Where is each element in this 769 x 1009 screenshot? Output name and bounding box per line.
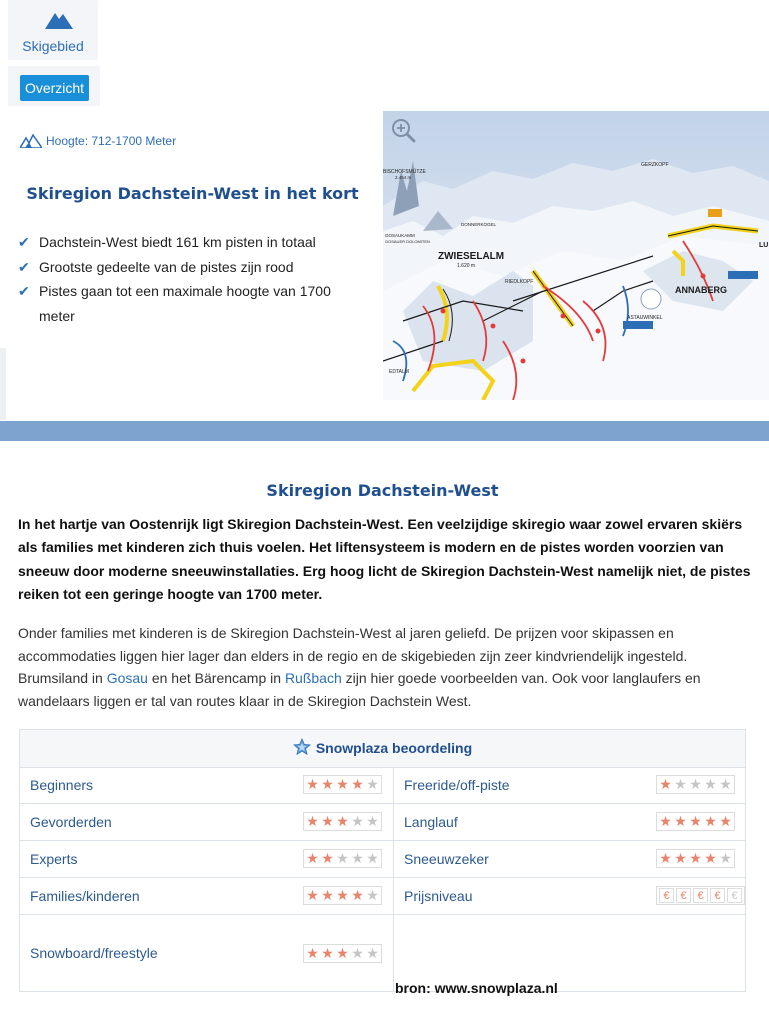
map-label-donnerkogel: DONNERKOGEL — [461, 222, 497, 227]
star-filled-icon: ★ — [704, 850, 717, 866]
rating-category-label[interactable]: Prijsniveau — [404, 888, 473, 904]
star-empty-icon: ★ — [366, 944, 379, 961]
check-icon: ✔ — [18, 258, 30, 275]
map-label-bischofsmuetze: BISCHOFSMÜTZE — [383, 169, 426, 175]
star-rating — [303, 812, 382, 831]
rating-table — [19, 729, 746, 992]
star-empty-icon: ★ — [674, 776, 687, 792]
piste-map[interactable] — [383, 111, 769, 400]
star-filled-icon: ★ — [336, 813, 349, 829]
euro-icon: € — [710, 888, 725, 903]
star-empty-icon: ★ — [689, 776, 702, 792]
rating-category-label[interactable]: Freeride/off-piste — [404, 777, 510, 793]
map-label-zwieselalm-alt: 1.620 m — [457, 263, 476, 269]
piste-map-graphic — [383, 111, 769, 400]
check-icon: ✔ — [18, 283, 30, 299]
bullet-text: Grootste gedeelte van de pistes zijn rood — [39, 258, 294, 275]
map-label-gosaukamm: GOSAUKAMM — [385, 233, 415, 238]
star-rating — [656, 775, 735, 794]
star-empty-icon: ★ — [351, 850, 364, 866]
intro-text-part: zijn hier goede voorbeelden van. Ook voor langlaufers en wandelaars liggen er tal van routes klaar in de Skiregion Dachstein West. — [18, 670, 701, 709]
star-filled-icon: ★ — [306, 887, 319, 903]
star-filled-icon: ★ — [689, 850, 702, 866]
tab-skigebied-label: Skigebied — [22, 38, 84, 54]
rating-category-label[interactable]: Snowboard/freestyle — [30, 945, 158, 961]
star-filled-icon: ★ — [306, 813, 319, 829]
star-empty-icon: ★ — [704, 776, 717, 792]
star-filled-icon: ★ — [306, 944, 319, 961]
rating-row — [20, 878, 394, 915]
star-filled-icon: ★ — [321, 850, 334, 866]
intro-text-part: Onder families met kinderen is de Skiregion Dachstein-West al jaren geliefd. De prijzen voor skipassen en accommodaties liggen hier lager dan elders in de regio en de skigebieden zijn zeer kindvriendelijk ingesteld. Brumsiland in — [18, 625, 688, 686]
star-badge-icon — [293, 738, 311, 756]
summary-title: Skiregion Dachstein-West in het kort — [26, 184, 359, 203]
overzicht-button[interactable]: Overzicht — [20, 75, 89, 101]
bullet-text: Pistes gaan tot een maximale hoogte van 1700 meter — [39, 283, 331, 324]
mountain-range-icon — [20, 134, 42, 148]
star-filled-icon: ★ — [659, 850, 672, 866]
rating-header-title: Snowplaza beoordeling — [315, 740, 473, 756]
map-label-lu: LU — [759, 242, 769, 249]
rating-row — [20, 804, 394, 841]
star-filled-icon: ★ — [321, 813, 334, 829]
map-label-bischofsmuetze-alt: 2.454 m — [395, 175, 412, 180]
rating-header — [20, 730, 745, 768]
rating-category-label[interactable]: Langlauf — [404, 814, 458, 830]
star-filled-icon: ★ — [659, 813, 672, 829]
star-empty-icon: ★ — [351, 813, 364, 829]
rating-category-label[interactable]: Sneeuwzeker — [404, 851, 489, 867]
rating-row — [394, 767, 745, 804]
star-rating — [656, 812, 735, 831]
star-rating — [303, 944, 382, 963]
price-level-rating — [656, 886, 745, 905]
list-item — [18, 230, 368, 255]
star-filled-icon: ★ — [351, 776, 364, 792]
intro-bold-paragraph: In het hartje van Oostenrijk ligt Skiregion Dachstein-West. Een veelzijdige skiregio waar zowel ervaren skiërs als families met kinderen zich thuis voelen. Het liftensysteem is modern en de pistes worden voorzien van sneeuw door moderne sneeuwinstallaties. Erg hoog licht de Skiregion Dachstein-West namelijk niet, de pistes reiken tot een geringe hoogte van 1700 meter. — [18, 516, 751, 602]
euro-icon: € — [693, 888, 708, 903]
euro-icon: € — [659, 888, 674, 903]
star-empty-icon: ★ — [366, 776, 379, 792]
map-label-riedlkopf: RIEDLKOPF — [505, 279, 534, 285]
rating-row — [394, 804, 745, 841]
star-filled-icon: ★ — [321, 887, 334, 903]
rating-category-label[interactable]: Beginners — [30, 777, 94, 793]
star-filled-icon: ★ — [689, 813, 702, 829]
map-label-annaberg: ANNABERG — [675, 285, 728, 295]
intro-paragraph — [18, 622, 753, 712]
star-filled-icon: ★ — [336, 776, 349, 792]
star-empty-icon: ★ — [719, 776, 732, 792]
rating-row — [20, 767, 394, 804]
euro-icon: € — [676, 888, 691, 903]
star-empty-icon: ★ — [719, 850, 732, 866]
star-empty-icon: ★ — [366, 813, 379, 829]
link-russbach[interactable]: Rußbach — [284, 670, 342, 686]
star-filled-icon: ★ — [674, 850, 687, 866]
page-title: Skiregion Dachstein-West — [266, 481, 499, 500]
summary-bullets — [18, 230, 368, 328]
star-empty-icon: ★ — [366, 850, 379, 866]
map-label-astauwinkel: ASTAUWINKEL — [627, 315, 663, 321]
star-filled-icon: ★ — [704, 813, 717, 829]
star-filled-icon: ★ — [306, 776, 319, 792]
rating-row — [20, 915, 394, 991]
star-empty-icon: ★ — [351, 944, 364, 961]
star-filled-icon: ★ — [306, 850, 319, 866]
bullet-text: Dachstein-West biedt 161 km pisten in totaal — [39, 234, 316, 250]
check-icon: ✔ — [18, 234, 30, 250]
star-filled-icon: ★ — [659, 776, 672, 792]
link-gosau[interactable]: Gosau — [106, 670, 148, 686]
star-rating — [303, 849, 382, 868]
star-filled-icon: ★ — [336, 944, 349, 961]
rating-category-label[interactable]: Experts — [30, 851, 78, 867]
map-label-zwieselalm: ZWIESELALM — [438, 251, 505, 262]
panel-divider — [0, 348, 6, 420]
altitude-info — [20, 134, 176, 148]
intro-text-part: en het Bärencamp in — [147, 670, 285, 686]
star-filled-icon: ★ — [674, 813, 687, 829]
map-label-edtalm: EDTALM — [389, 369, 409, 375]
star-empty-icon: ★ — [336, 850, 349, 866]
euro-icon: € — [727, 888, 742, 903]
source-credit: bron: www.snowplaza.nl — [395, 980, 558, 996]
star-empty-icon: ★ — [366, 887, 379, 903]
list-item — [18, 279, 368, 328]
star-filled-icon: ★ — [321, 776, 334, 792]
star-filled-icon: ★ — [321, 944, 334, 961]
section-separator — [0, 421, 769, 441]
rating-category-label[interactable]: Gevorderden — [30, 814, 112, 830]
star-filled-icon: ★ — [351, 887, 364, 903]
map-label-gerzkopf: GERZKOPF — [641, 162, 669, 168]
tab-skigebied[interactable] — [8, 0, 98, 60]
star-filled-icon: ★ — [336, 887, 349, 903]
star-rating — [303, 886, 382, 905]
map-label-gosaukamm-sub: GOSAUER DOLOMITEN — [385, 239, 430, 244]
rating-row — [20, 841, 394, 878]
altitude-text: Hoogte: 712-1700 Meter — [46, 134, 177, 148]
rating-category-label[interactable]: Families/kinderen — [30, 888, 140, 904]
mountain-icon — [45, 9, 73, 29]
rating-row — [394, 841, 745, 878]
star-rating — [303, 775, 382, 794]
zoom-in-icon[interactable] — [391, 118, 417, 144]
list-item — [18, 255, 368, 280]
rating-row — [394, 878, 745, 915]
tab-overzicht-container — [8, 66, 100, 106]
star-rating — [656, 849, 735, 868]
star-filled-icon: ★ — [719, 813, 732, 829]
